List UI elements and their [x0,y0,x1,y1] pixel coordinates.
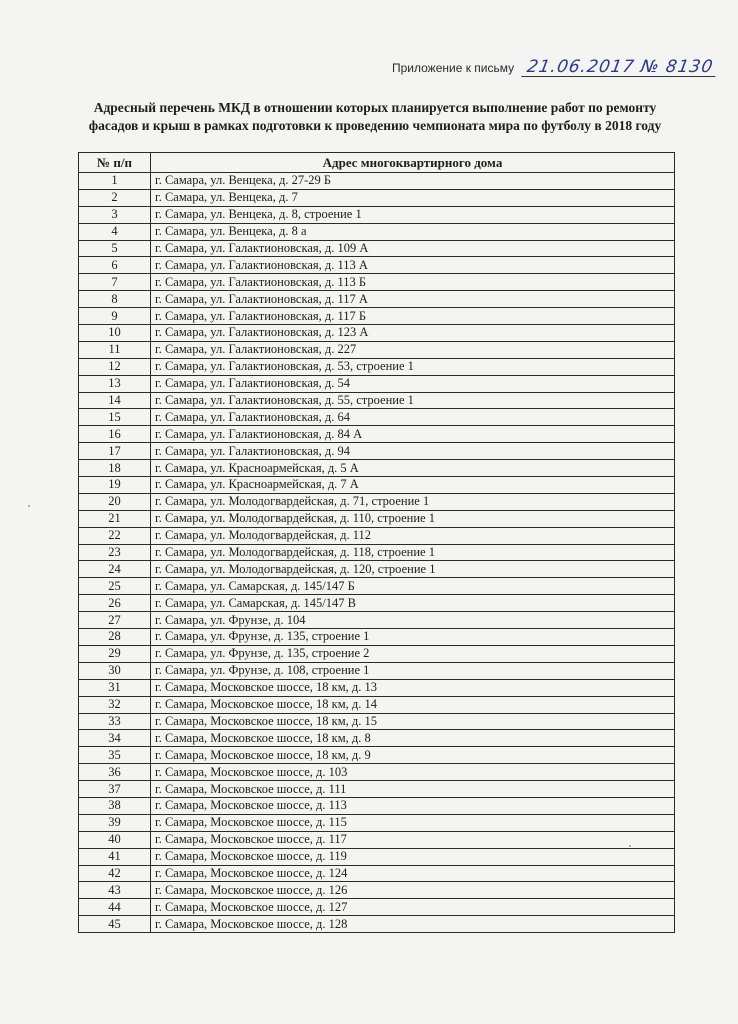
row-number: 26 [79,595,151,612]
handwritten-letter-reference: 21.06.2017 № 8130 [522,58,719,77]
row-number: 7 [79,274,151,291]
table-row [79,527,675,544]
row-number: 4 [79,223,151,240]
row-address: г. Самара, ул. Галактионовская, д. 113 А [151,257,675,274]
row-address: г. Самара, ул. Галактионовская, д. 123 А [151,325,675,342]
row-number: 10 [79,325,151,342]
row-number: 43 [79,882,151,899]
table-row [79,578,675,595]
row-address: г. Самара, ул. Фрунзе, д. 135, строение 2 [151,645,675,662]
row-number: 44 [79,899,151,916]
row-number: 21 [79,510,151,527]
row-address: г. Самара, ул. Галактионовская, д. 64 [151,409,675,426]
row-number: 9 [79,308,151,325]
table-row [79,831,675,848]
row-address: г. Самара, ул. Самарская, д. 145/147 В [151,595,675,612]
row-number: 29 [79,645,151,662]
table-row [79,443,675,460]
row-number: 35 [79,747,151,764]
table-row [79,223,675,240]
table-row [79,916,675,933]
table-row [79,679,675,696]
row-number: 40 [79,831,151,848]
row-number: 23 [79,544,151,561]
row-address: г. Самара, Московское шоссе, д. 124 [151,865,675,882]
header-address: Адрес многоквартирного дома [151,153,675,173]
table-row [79,392,675,409]
row-address: г. Самара, ул. Галактионовская, д. 117 Б [151,308,675,325]
row-number: 6 [79,257,151,274]
row-address: г. Самара, ул. Фрунзе, д. 135, строение 1 [151,629,675,646]
table-row [79,781,675,798]
row-number: 38 [79,797,151,814]
table-row [79,629,675,646]
table-row [79,189,675,206]
row-address: г. Самара, ул. Венцека, д. 27-29 Б [151,173,675,190]
row-number: 36 [79,764,151,781]
row-address: г. Самара, Московское шоссе, д. 119 [151,848,675,865]
row-address: г. Самара, Московское шоссе, 18 км, д. 13 [151,679,675,696]
table-row [79,493,675,510]
row-address: г. Самара, ул. Фрунзе, д. 104 [151,612,675,629]
row-number: 11 [79,341,151,358]
table-row [79,764,675,781]
row-address: г. Самара, Московское шоссе, 18 км, д. 8 [151,730,675,747]
table-row [79,595,675,612]
row-address: г. Самара, ул. Красноармейская, д. 5 А [151,460,675,477]
appendix-reference [392,58,718,77]
row-number: 14 [79,392,151,409]
header-number: № п/п [79,153,151,173]
row-number: 3 [79,206,151,223]
table-row [79,899,675,916]
table-row [79,713,675,730]
row-number: 18 [79,460,151,477]
row-address: г. Самара, ул. Галактионовская, д. 53, строение 1 [151,358,675,375]
table-row [79,544,675,561]
table-row [79,662,675,679]
row-address: г. Самара, Московское шоссе, д. 126 [151,882,675,899]
scan-speck [629,845,631,847]
row-number: 20 [79,493,151,510]
row-number: 24 [79,561,151,578]
row-address: г. Самара, ул. Молодогвардейская, д. 71, строение 1 [151,493,675,510]
table-row [79,308,675,325]
row-address: г. Самара, Московское шоссе, 18 км, д. 14 [151,696,675,713]
row-address: г. Самара, Московское шоссе, д. 111 [151,781,675,798]
table-row [79,645,675,662]
row-address: г. Самара, Московское шоссе, д. 115 [151,814,675,831]
address-table [78,152,675,933]
row-address: г. Самара, ул. Галактионовская, д. 113 Б [151,274,675,291]
table-body [79,173,675,933]
row-address: г. Самара, Московское шоссе, д. 127 [151,899,675,916]
row-number: 25 [79,578,151,595]
row-number: 12 [79,358,151,375]
table-row [79,510,675,527]
row-number: 34 [79,730,151,747]
table-row [79,291,675,308]
table-row [79,257,675,274]
row-number: 45 [79,916,151,933]
scan-speck [28,505,30,507]
row-address: г. Самара, ул. Молодогвардейская, д. 118, строение 1 [151,544,675,561]
row-address: г. Самара, ул. Фрунзе, д. 108, строение 1 [151,662,675,679]
table-row [79,882,675,899]
row-address: г. Самара, ул. Галактионовская, д. 227 [151,341,675,358]
row-address: г. Самара, Московское шоссе, 18 км, д. 9 [151,747,675,764]
table-row [79,358,675,375]
table-row [79,848,675,865]
row-address: г. Самара, ул. Молодогвардейская, д. 120, строение 1 [151,561,675,578]
row-address: г. Самара, ул. Венцека, д. 8, строение 1 [151,206,675,223]
document-title-line-2: фасадов и крыш в рамках подготовки к проведению чемпионата мира по футболу в 2018 году [88,118,662,133]
row-address: г. Самара, Московское шоссе, д. 128 [151,916,675,933]
row-address: г. Самара, ул. Самарская, д. 145/147 Б [151,578,675,595]
row-address: г. Самара, ул. Молодогвардейская, д. 110, строение 1 [151,510,675,527]
appendix-label: Приложение к письму [392,61,515,75]
document-title-line-1: Адресный перечень МКД в отношении которых планируется выполнение работ по ремонту [93,100,657,115]
row-number: 16 [79,426,151,443]
table-row [79,477,675,494]
table-header-row [79,153,675,173]
table-row [79,814,675,831]
row-address: г. Самара, ул. Венцека, д. 8 а [151,223,675,240]
row-number: 31 [79,679,151,696]
table-row [79,797,675,814]
row-number: 39 [79,814,151,831]
row-address: г. Самара, Московское шоссе, 18 км, д. 15 [151,713,675,730]
table-row [79,730,675,747]
table-row [79,561,675,578]
row-number: 13 [79,375,151,392]
row-address: г. Самара, ул. Красноармейская, д. 7 А [151,477,675,494]
table-row [79,274,675,291]
row-address: г. Самара, ул. Галактионовская, д. 84 А [151,426,675,443]
row-number: 17 [79,443,151,460]
row-number: 15 [79,409,151,426]
table-row [79,426,675,443]
row-number: 30 [79,662,151,679]
table-row [79,460,675,477]
row-number: 19 [79,477,151,494]
table-row [79,865,675,882]
table-row [79,341,675,358]
row-address: г. Самара, ул. Галактионовская, д. 109 А [151,240,675,257]
table-row [79,325,675,342]
row-number: 37 [79,781,151,798]
row-address: г. Самара, ул. Галактионовская, д. 94 [151,443,675,460]
table-row [79,409,675,426]
row-number: 33 [79,713,151,730]
table-row [79,375,675,392]
row-number: 42 [79,865,151,882]
row-number: 8 [79,291,151,308]
row-address: г. Самара, ул. Молодогвардейская, д. 112 [151,527,675,544]
row-address: г. Самара, ул. Галактионовская, д. 55, строение 1 [151,392,675,409]
row-number: 41 [79,848,151,865]
table-row [79,240,675,257]
row-address: г. Самара, ул. Галактионовская, д. 54 [151,375,675,392]
row-address: г. Самара, Московское шоссе, д. 113 [151,797,675,814]
row-address: г. Самара, Московское шоссе, д. 103 [151,764,675,781]
row-number: 28 [79,629,151,646]
row-address: г. Самара, ул. Галактионовская, д. 117 А [151,291,675,308]
row-number: 5 [79,240,151,257]
row-address: г. Самара, Московское шоссе, д. 117 [151,831,675,848]
row-number: 27 [79,612,151,629]
document-title [70,99,680,135]
table-row [79,696,675,713]
table-row [79,612,675,629]
table-row [79,747,675,764]
row-number: 1 [79,173,151,190]
table-row [79,173,675,190]
row-number: 32 [79,696,151,713]
row-number: 22 [79,527,151,544]
row-number: 2 [79,189,151,206]
row-address: г. Самара, ул. Венцека, д. 7 [151,189,675,206]
table-row [79,206,675,223]
